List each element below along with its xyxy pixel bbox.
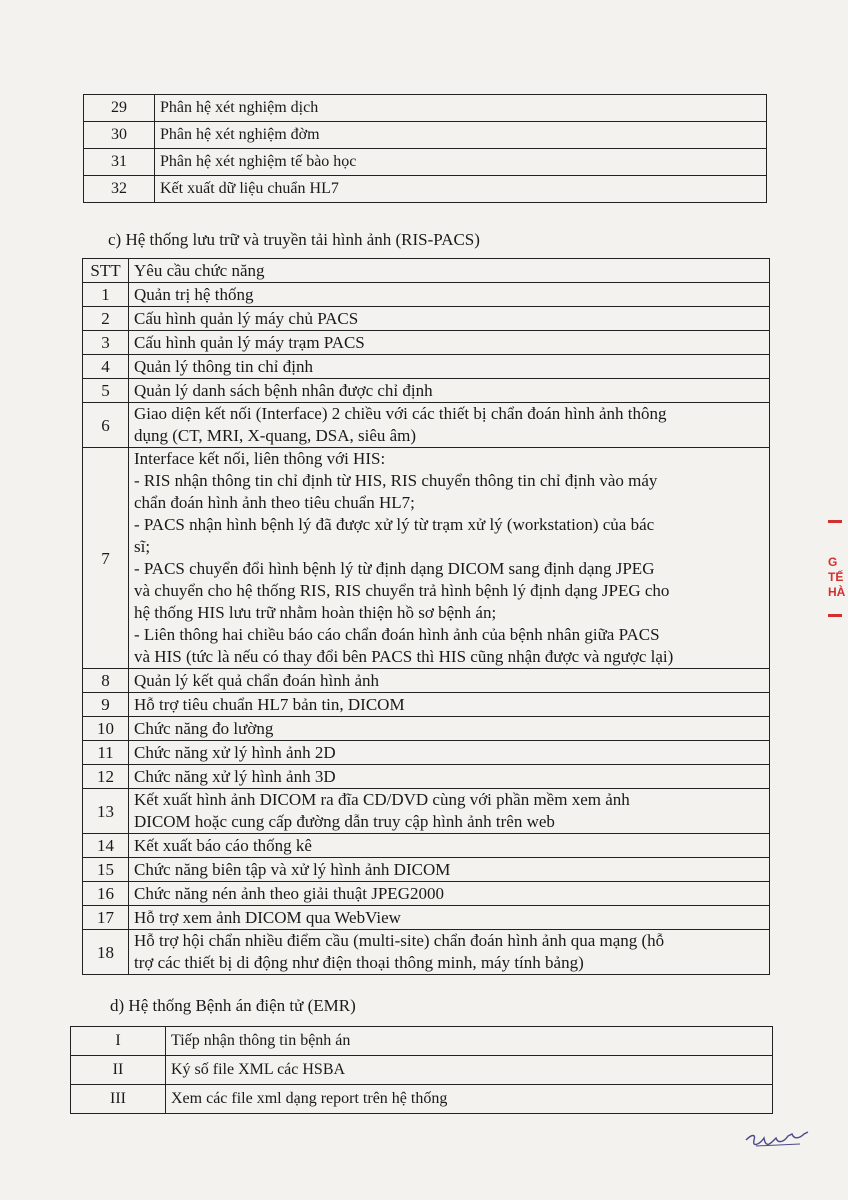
- row-number: 2: [83, 307, 129, 331]
- row-number: 9: [83, 693, 129, 717]
- table-row: [84, 95, 767, 122]
- row-number: 13: [83, 789, 129, 834]
- row-text: [129, 448, 770, 669]
- table-row: [83, 906, 770, 930]
- text-line: chẩn đoán hình ảnh theo tiêu chuẩn HL7;: [134, 493, 415, 512]
- text-line: Chức năng đo lường: [134, 718, 274, 738]
- row-text: Kết xuất dữ liệu chuẩn HL7: [155, 176, 767, 203]
- text-line: - Liên thông hai chiều báo cáo chẩn đoán hình ảnh của bệnh nhân giữa PACS: [134, 625, 660, 644]
- text-line: Chức năng biên tập và xử lý hình ảnh DICOM: [134, 859, 451, 879]
- text-line: Chức năng xử lý hình ảnh 2D: [134, 742, 336, 762]
- row-text: [129, 693, 770, 717]
- text-line: dụng (CT, MRI, X-quang, DSA, siêu âm): [134, 426, 417, 445]
- row-number: 29: [84, 95, 155, 122]
- table-row: [83, 882, 770, 906]
- row-number: 1: [83, 283, 129, 307]
- row-text: Ký số file XML các HSBA: [166, 1056, 773, 1085]
- emr-table-body: [71, 1027, 773, 1114]
- row-number: 16: [83, 882, 129, 906]
- row-text: Phân hệ xét nghiệm tế bào học: [155, 149, 767, 176]
- row-number: I: [71, 1027, 166, 1056]
- table-row: [83, 834, 770, 858]
- row-number: 8: [83, 669, 129, 693]
- row-text: [129, 331, 770, 355]
- row-text: [129, 283, 770, 307]
- table-row: [83, 717, 770, 741]
- stamp-text: TẾ: [828, 570, 844, 584]
- row-text: Phân hệ xét nghiệm đờm: [155, 122, 767, 149]
- text-line: Quản lý kết quả chẩn đoán hình ảnh: [134, 670, 380, 690]
- row-text: [129, 765, 770, 789]
- table-row: [84, 122, 767, 149]
- row-text: [129, 882, 770, 906]
- row-text: Tiếp nhận thông tin bệnh án: [166, 1027, 773, 1056]
- row-number: 17: [83, 906, 129, 930]
- text-line: - RIS nhận thông tin chỉ định từ HIS, RIS chuyển thông tin chỉ định vào máy: [134, 471, 658, 490]
- stamp-text: HÀ: [828, 585, 846, 599]
- table-header-row: [83, 259, 770, 283]
- table-row: [83, 669, 770, 693]
- row-number: 7: [83, 448, 129, 669]
- table-row: [83, 448, 770, 669]
- text-line: DICOM hoặc cung cấp đường dẫn truy cập hình ảnh trên web: [134, 812, 555, 831]
- row-text: [129, 403, 770, 448]
- lab-table-body: [84, 95, 767, 203]
- lab-table: [83, 94, 767, 203]
- text-line: Giao diện kết nối (Interface) 2 chiều với các thiết bị chẩn đoán hình ảnh thông: [134, 404, 667, 423]
- row-number: 30: [84, 122, 155, 149]
- text-line: Cấu hình quản lý máy trạm PACS: [134, 332, 365, 352]
- text-line: Quản lý danh sách bệnh nhân được chỉ định: [134, 380, 433, 400]
- text-line: Chức năng nén ảnh theo giải thuật JPEG2000: [134, 883, 444, 903]
- table-row: [83, 930, 770, 975]
- row-number: 11: [83, 741, 129, 765]
- row-text: [129, 307, 770, 331]
- row-text: [129, 930, 770, 975]
- text-line: trợ các thiết bị di động như điện thoại thông minh, máy tính bảng): [134, 953, 584, 972]
- table-row: [83, 307, 770, 331]
- row-text: [129, 669, 770, 693]
- ris-pacs-table: [82, 258, 770, 975]
- row-text: [129, 906, 770, 930]
- text-line: và HIS (tức là nếu có thay đổi bên PACS thì HIS cũng nhận được và ngược lại): [134, 647, 674, 666]
- table-row: [83, 858, 770, 882]
- text-line: Hỗ trợ xem ảnh DICOM qua WebView: [134, 907, 401, 927]
- text-line: Cấu hình quản lý máy chủ PACS: [134, 308, 359, 328]
- row-number: 4: [83, 355, 129, 379]
- text-line: hệ thống HIS lưu trữ nhằm hoàn thiện hồ sơ bệnh án;: [134, 603, 497, 622]
- text-line: Hỗ trợ hội chẩn nhiều điểm cầu (multi-site) chẩn đoán hình ảnh qua mạng (hỗ: [134, 931, 665, 950]
- row-number: 14: [83, 834, 129, 858]
- header-stt: STT: [83, 259, 129, 283]
- text-line: Kết xuất báo cáo thống kê: [134, 835, 312, 855]
- row-number: 10: [83, 717, 129, 741]
- row-text: Phân hệ xét nghiệm dịch: [155, 95, 767, 122]
- row-number: 6: [83, 403, 129, 448]
- text-line: Quản lý thông tin chỉ định: [134, 356, 313, 376]
- row-text: [129, 355, 770, 379]
- row-text: [129, 834, 770, 858]
- table-row: [83, 765, 770, 789]
- header-requirement: Yêu cầu chức năng: [129, 259, 770, 283]
- stamp-line: [828, 520, 842, 523]
- row-text: [129, 379, 770, 403]
- table-row: [83, 789, 770, 834]
- table-row: [84, 149, 767, 176]
- table-row: [83, 403, 770, 448]
- row-text: [129, 741, 770, 765]
- text-line: và chuyển cho hệ thống RIS, RIS chuyển trả hình bệnh lý định dạng JPEG cho: [134, 581, 670, 600]
- text-line: - PACS nhận hình bệnh lý đã được xử lý từ trạm xử lý (workstation) của bác: [134, 515, 655, 534]
- row-number: 15: [83, 858, 129, 882]
- table-row: [71, 1085, 773, 1114]
- text-line: Quản trị hệ thống: [134, 284, 254, 304]
- table-row: [71, 1056, 773, 1085]
- table-row: [83, 331, 770, 355]
- row-number: 32: [84, 176, 155, 203]
- table-row: [83, 355, 770, 379]
- table-row: [71, 1027, 773, 1056]
- row-number: 3: [83, 331, 129, 355]
- section-d-title: d) Hệ thống Bệnh án điện tử (EMR): [110, 996, 356, 1015]
- table-row: [84, 176, 767, 203]
- table-row: [83, 283, 770, 307]
- stamp-text: G: [828, 555, 838, 569]
- row-text: [129, 717, 770, 741]
- table-row: [83, 741, 770, 765]
- row-number: 18: [83, 930, 129, 975]
- table-row: [83, 693, 770, 717]
- table-row: [83, 379, 770, 403]
- text-line: Kết xuất hình ảnh DICOM ra đĩa CD/DVD cùng với phần mềm xem ảnh: [134, 790, 630, 809]
- section-c-title: c) Hệ thống lưu trữ và truyền tải hình ảnh (RIS-PACS): [108, 230, 480, 249]
- text-line: sĩ;: [134, 537, 151, 556]
- stamp-line: [828, 614, 842, 617]
- text-line: Hỗ trợ tiêu chuẩn HL7 bản tin, DICOM: [134, 694, 405, 714]
- signature-initial: [742, 1122, 812, 1156]
- row-number: 31: [84, 149, 155, 176]
- text-line: - PACS chuyển đổi hình bệnh lý từ định dạng DICOM sang định dạng JPEG: [134, 559, 655, 578]
- row-number: 12: [83, 765, 129, 789]
- row-text: [129, 789, 770, 834]
- row-number: 5: [83, 379, 129, 403]
- stamp-fragment: [828, 520, 845, 617]
- emr-table: [70, 1026, 773, 1114]
- row-text: Xem các file xml dạng report trên hệ thống: [166, 1085, 773, 1114]
- ris-pacs-table-body: [83, 283, 770, 975]
- row-text: [129, 858, 770, 882]
- row-number: II: [71, 1056, 166, 1085]
- text-line: Chức năng xử lý hình ảnh 3D: [134, 766, 336, 786]
- text-line: Interface kết nối, liên thông với HIS:: [134, 449, 386, 468]
- row-number: III: [71, 1085, 166, 1114]
